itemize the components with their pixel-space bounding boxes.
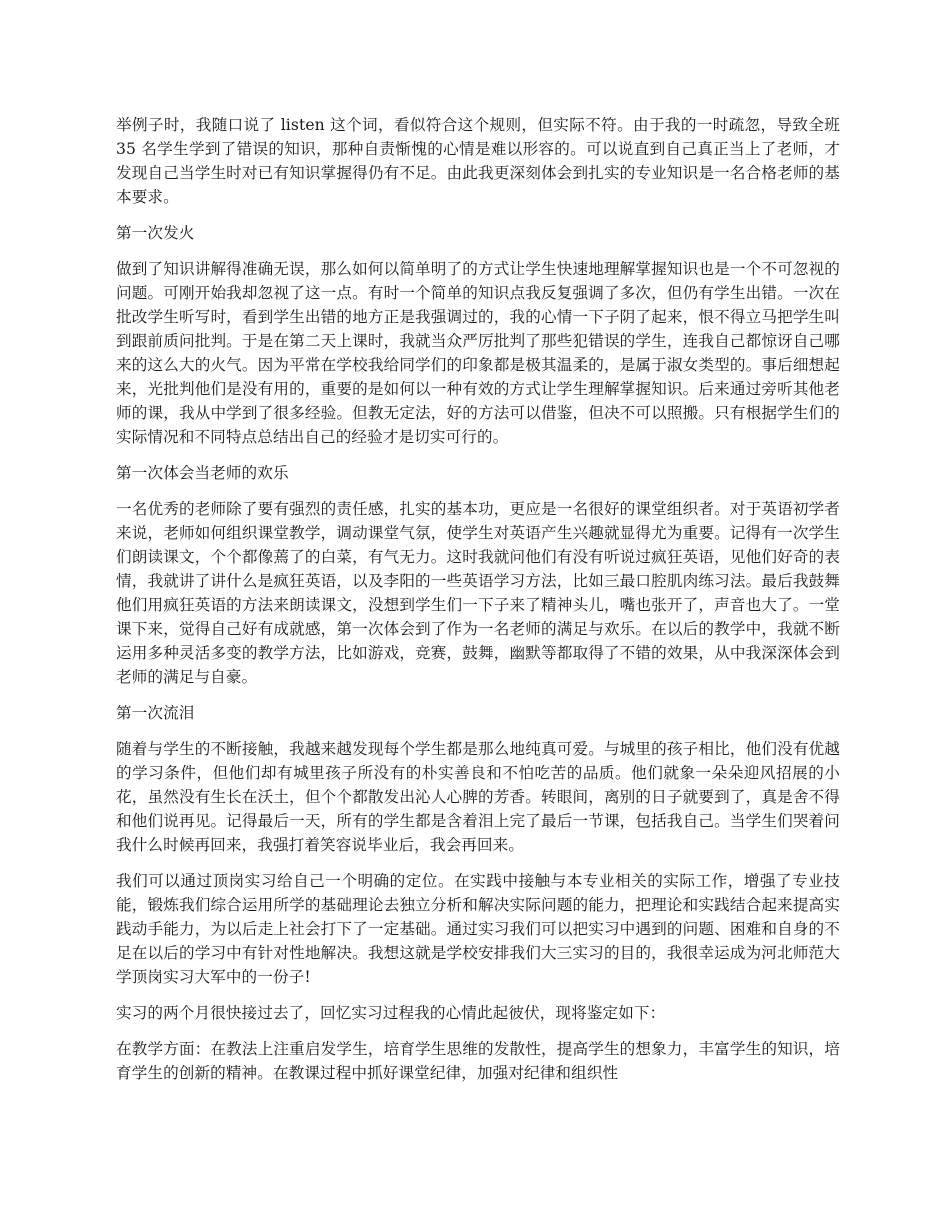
- paragraph-teaching-aspect: 在教学方面：在教法上注重启发学生，培育学生思维的发散性，提高学生的想象力，丰富学生的知识，培育学生的创新的精神。在教课过程中抓好课堂纪律，加强对纪律和组织性: [116, 1040, 840, 1082]
- heading-first-anger: 第一次发火: [116, 224, 195, 242]
- heading-first-tears: 第一次流泪: [116, 704, 195, 722]
- paragraph-first-tears: 随着与学生的不断接触，我越来越发现每个学生都是那么地纯真可爱。与城里的孩子相比，他们没有优越的学习条件，但他们却有城里孩子所没有的朴实善良和不怕吃苦的品质。他们就象一朵朵迎风招展的小花，虽然没有生长在沃土，但个个都散发出沁人心脾的芳香。转眼间，离别的日子就要到了，真是舍不得和他们说再见。记得最后一天，所有的学生都是含着泪上完了最后一节课，包括我自己。当学生们哭着问我什么时候再回来，我强打着笑容说毕业后，我会再回来。: [116, 740, 840, 854]
- paragraph-first-anger: 做到了知识讲解得准确无误，那么如何以简单明了的方式让学生快速地理解掌握知识也是一个不可忽视的问题。可刚开始我却忽视了这一点。有时一个简单的知识点我反复强调了多次，但仍有学生出错。一次在批改学生听写时，看到学生出错的地方正是我强调过的，我的心情一下子阴了起来，恨不得立马把学生叫到跟前质问批判。于是在第二天上课时，我就当众严厉批判了那些犯错误的学生，连我自己都惊讶自己哪来的这么大的火气。因为平常在学校我给同学们的印象都是极其温柔的，是属于淑女类型的。事后细想起来，光批判他们是没有用的，重要的是如何以一种有效的方式让学生理解掌握知识。后来通过旁听其他老师的课，我从中学到了很多经验。但教无定法，好的方法可以借鉴，但决不可以照搬。只有根据学生们的实际情况和不同特点总结出自己的经验才是切实可行的。: [116, 260, 840, 446]
- paragraph-internship-summary-intro: 实习的两个月很快接过去了，回忆实习过程我的心情此起彼伏，现将鉴定如下：: [116, 1004, 666, 1022]
- paragraph-listen-mistake: 举例子时，我随口说了 listen 这个词，看似符合这个规则，但实际不符。由于我的一时疏忽，导致全班 35 名学生学到了错误的知识，那种自责惭愧的心情是难以形容的。可以说直到自己真正当上了老师，才发现自己当学生时对已有知识掌握得仍有不足。由此我更深刻体会到扎实的专业知识是一名合格老师的基本要求。: [116, 116, 840, 206]
- heading-first-joy: 第一次体会当老师的欢乐: [116, 464, 289, 482]
- paragraph-first-joy: 一名优秀的老师除了要有强烈的责任感，扎实的基本功，更应是一名很好的课堂组织者。对于英语初学者来说，老师如何组织课堂教学，调动课堂气氛，使学生对英语产生兴趣就显得尤为重要。记得有一次学生们朗读课文，个个都像蔫了的白菜，有气无力。这时我就问他们有没有听说过疯狂英语，见他们好奇的表情，我就讲了讲什么是疯狂英语，以及李阳的一些英语学习方法，比如三最口腔肌肉练习法。最后我鼓舞他们用疯狂英语的方法来朗读课文，没想到学生们一下子来了精神头儿，嘴也张开了，声音也大了。一堂课下来，觉得自己好有成就感，第一次体会到了作为一名老师的满足与欢乐。在以后的教学中，我就不断运用多种灵活多变的教学方法，比如游戏，竞赛，鼓舞，幽默等都取得了不错的效果，从中我深深体会到老师的满足与自豪。: [116, 500, 840, 686]
- paragraph-internship-positioning: 我们可以通过顶岗实习给自己一个明确的定位。在实践中接触与本专业相关的实际工作，增强了专业技能，锻炼我们综合运用所学的基础理论去独立分析和解决实际问题的能力，把理论和实践结合起来提高实践动手能力，为以后走上社会打下了一定基础。通过实习我们可以把实习中遇到的问题、困难和自身的不足在以后的学习中有针对性地解决。我想这就是学校安排我们大三实习的目的，我很幸运成为河北师范大学顶岗实习大军中的一份子!: [116, 872, 840, 986]
